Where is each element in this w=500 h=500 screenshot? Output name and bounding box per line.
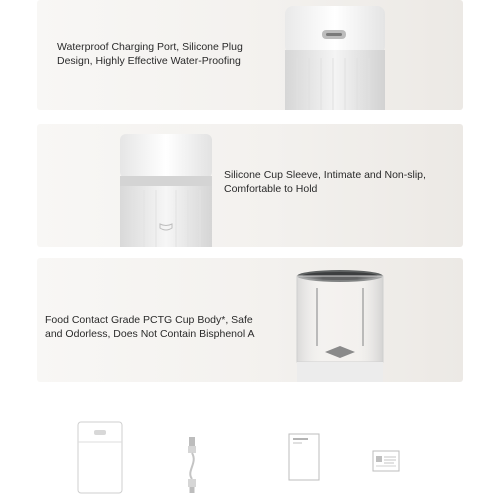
usb-cable-icon [180, 435, 204, 495]
blender-icon [76, 420, 124, 495]
silicone-sleeve-illustration [120, 134, 212, 247]
feature-caption: Food Contact Grade PCTG Cup Body*, Safe and Odorless, Does Not Contain Bisphenol A [45, 314, 255, 340]
feature-panel-charging-port [37, 0, 463, 110]
feature-panel-silicone-sleeve [37, 124, 463, 247]
feature-caption: Waterproof Charging Port, Silicone Plug Design, Highly Effective Water-Proofing [57, 41, 243, 67]
cup-body-illustration [295, 268, 385, 382]
feature-caption: Silicone Cup Sleeve, Intimate and Non-slip, Comfortable to Hold [224, 169, 426, 195]
charging-port-illustration [285, 0, 385, 110]
package-contents [0, 395, 500, 500]
feature-panel-cup-body [37, 258, 463, 382]
warranty-card-icon [372, 450, 400, 472]
manual-icon [288, 433, 320, 481]
